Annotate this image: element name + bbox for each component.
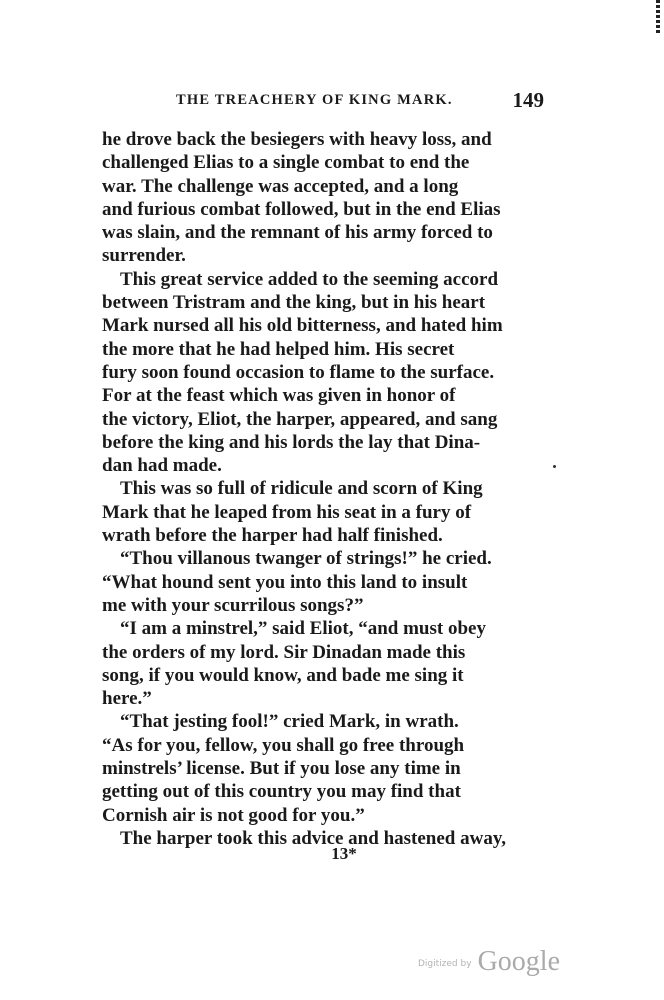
stray-ink-dot [553, 465, 556, 468]
paragraph-4: “Thou villanous twanger of strings!” he cried. “What hound sent you into this land to insult me with your scurrilous songs?” [102, 548, 492, 616]
page-number: 149 [512, 88, 544, 112]
digitized-by-watermark [418, 946, 560, 980]
page-header [176, 90, 544, 112]
scan-edge-mark [656, 0, 660, 34]
signature-mark: 13* [331, 844, 357, 863]
digitized-label: Digitized by [418, 959, 472, 969]
paragraph-5: “I am a minstrel,” said Eliot, “and must obey the orders of my lord. Sir Dinadan made this song, if you would know, and bade me sing it here.” [102, 618, 486, 710]
paragraph-6: “That jesting fool!” cried Mark, in wrath. “As for you, fellow, you shall go free through minstrels’ license. But if you lose any time in getting out of this country you may find that Cornish air is not good for you.” [102, 711, 465, 826]
paragraph-2: This great service added to the seeming accord between Tristram and the king, but in his heart Mark nursed all his old bitterness, and hated him the more that he had helped him. His secret fury soon found occasion to flame to the surface. For at the feast which was given in honor of the victory, Eliot, the harper, appeared, and sang before the king and his lords the lay that Dina- dan had made. [102, 268, 503, 477]
paragraph-1: he drove back the besiegers with heavy loss, and challenged Elias to a single combat to end the war. The challenge was accepted, and a long and furious combat followed, but in the end Elias was slain, and the remnant of his army forced to surrender. [102, 129, 501, 267]
body-text [102, 128, 540, 850]
google-logo: Google [477, 946, 560, 977]
paragraph-7: The harper took this advice and hastened away, [120, 827, 507, 849]
paragraph-3: This was so full of ridicule and scorn of King Mark that he leaped from his seat in a fury of wrath before the harper had half finished. [102, 478, 483, 547]
running-title: THE TREACHERY OF KING MARK. [176, 92, 453, 108]
